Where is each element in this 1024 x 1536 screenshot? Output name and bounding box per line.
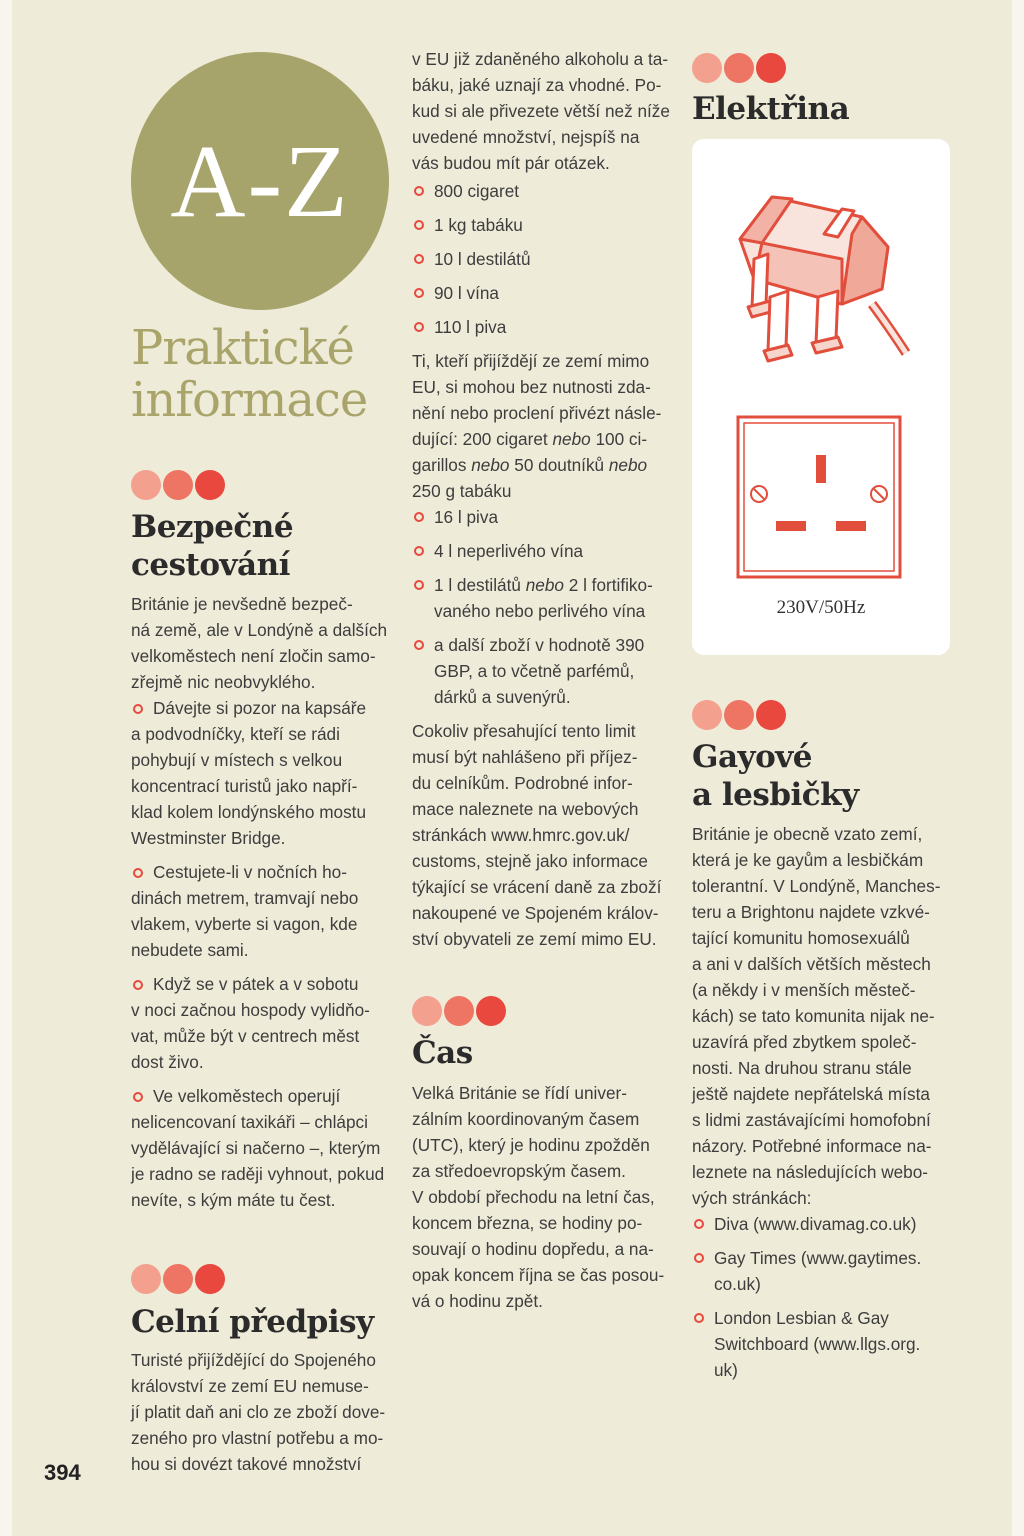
page-title xyxy=(131,322,401,426)
list-item: 90 l vína xyxy=(412,280,674,306)
bullet-icon xyxy=(694,1219,704,1229)
customs-intro: Turisté přijíždějící do Spojeného království ze zemí EU nemuse- jí platit daň ani clo ze zboží dove- zeného pro vlastní potřebu a mo- hou si dovézt takové množství xyxy=(131,1350,386,1474)
bullet-icon xyxy=(414,512,424,522)
bullet-icon xyxy=(414,640,424,650)
electricity-card xyxy=(692,139,950,655)
list-item: 800 cigaret xyxy=(412,178,674,204)
bullet-icon xyxy=(414,220,424,230)
list-item: Když se v pátek a v sobotu v noci začnou hospody vylidňo- vat, může být v centrech měst dost živo. xyxy=(131,974,370,1072)
bullet-icon xyxy=(414,546,424,556)
page-edge-right xyxy=(1012,0,1024,1536)
section-dots xyxy=(131,470,225,500)
list-item: 110 l piva xyxy=(412,314,674,340)
az-badge xyxy=(131,52,389,310)
safety-heading: Bezpečné cestování xyxy=(131,509,294,583)
uk-socket-icon xyxy=(692,407,950,607)
gay-text: Británie je obecně vzato zemí, která je ke gayům a lesbičkám tolerantní. V Londýně, Manches- teru a Brightonu najdete vzkvé- tající komunitu homosexuálů a ani v dalších větších městech (a někdy i v menších městeč- kách) se tato komunita nijak ne- uzavírá před zbytkem společ- nosti. Na druhou stranu stále ještě najdete nepřátelská místa s lidmi zastávajícími homofobní názory. Potřebné informace na- leznete na následujících webo- vých stránkách: Diva (www.divamag.co.uk) Gay Times (www.gaytimes. co.uk) London Lesbian & Gay Switchboard (www.llgs.org. uk) xyxy=(692,821,954,1391)
list-item: 10 l destilátů xyxy=(412,246,674,272)
electricity-heading: Elektřina xyxy=(692,91,850,127)
bullet-icon xyxy=(133,704,143,714)
section-dots xyxy=(692,53,786,83)
list-item: Dávejte si pozor na kapsáře a podvodníčky, kteří se rádi pohybují v místech s velkou koncentrací turistů jako napří- klad kolem londýnského mostu Westminster Bridge. xyxy=(131,698,367,848)
list-item: 16 l piva xyxy=(412,504,674,530)
list-item: Gay Times (www.gaytimes. co.uk) xyxy=(692,1245,954,1297)
safety-text xyxy=(131,591,393,1213)
list-item: a další zboží v hodnotě 390 GBP, a to včetně parfémů, dárků a suvenýrů. xyxy=(412,632,674,710)
customs-continued: v EU již zdaněného alkoholu a ta- báku, jaké uznají za vhodné. Po- kud si ale přivezete větší než níže uvedené množství, nejspíš na vás budou mít pár otázek. 800 cigaret 1 kg tabáku 10 l destilátů 90 l vína 110 l piva Ti, kteří přijíždějí ze zemí mimo EU, si mohou bez nutnosti zda- nění nebo proclení přivézt násle- dující: 200 cigaret nebo 100 ci- garillos nebo 50 doutníků nebo 250 g tabáku 16 l piva 4 l neperlivého vína 1 l destilátů nebo 2 l fortifiko- vaného nebo perlivého vína a další zboží v hodnotě 390 GBP, a to včetně parfémů, dárků a suvenýrů. Cokoliv přesahující tento limit musí být nahlášeno při příjez- du celníkům. Podrobné infor- mace naleznete na webových stránkách www.hmrc.gov.uk/ customs, stejně jako informace týkající se vrácení daně za zboží nakoupené ve Spojeném králov- ství obyvateli ze zemí mimo EU. xyxy=(412,46,674,952)
section-dots xyxy=(131,1264,225,1294)
bullet-icon xyxy=(133,868,143,878)
page-edge-left xyxy=(0,0,12,1536)
bullet-icon xyxy=(694,1313,704,1323)
bullet-icon xyxy=(414,186,424,196)
section-dots xyxy=(692,700,786,730)
bullet-icon xyxy=(414,322,424,332)
bullet-icon xyxy=(694,1253,704,1263)
title-line-1: Praktické xyxy=(131,320,354,376)
bullet-icon xyxy=(414,580,424,590)
bullet-icon xyxy=(133,1092,143,1102)
bullet-icon xyxy=(414,288,424,298)
section-dots xyxy=(412,996,506,1026)
list-item: Cestujete-li v nočních ho- dinách metrem, tramvají nebo vlakem, vyberte si vagon, kde nebudete sami. xyxy=(131,862,359,960)
title-line-2: informace xyxy=(131,372,368,428)
page-number: 394 xyxy=(44,1460,81,1485)
list-item: 1 l destilátů nebo 2 l fortifiko- vaného nebo perlivého vína xyxy=(412,572,674,624)
voltage-label: 230V/50Hz xyxy=(776,597,866,618)
customs-heading: Celní předpisy xyxy=(131,1304,374,1340)
gay-heading: Gayové a lesbičky xyxy=(692,739,859,813)
list-item: Diva (www.divamag.co.uk) xyxy=(692,1211,954,1237)
safety-intro: Británie je nevšedně bezpeč- ná země, ale v Londýně a dalších velkoměstech není zločin samo- zřejmě nic neobvyklého. xyxy=(131,594,388,692)
time-text: Velká Británie se řídí univer- zálním koordinovaným časem (UTC), který je hodinu zpožděn za středoevropským časem. V období přechodu na letní čas, koncem března, se hodiny po- souvají o hodinu dopředu, a na- opak koncem října se čas posou- vá o hodinu zpět. xyxy=(412,1083,665,1311)
uk-plug-icon xyxy=(692,139,950,379)
list-item: 1 kg tabáku xyxy=(412,212,674,238)
non-eu-paragraph: Ti, kteří přijíždějí ze zemí mimo EU, si mohou bez nutnosti zda- nění nebo proclení přivézt násle- dující: 200 cigaret nebo 100 ci- garillos nebo 50 doutníků nebo 250 g tabáku xyxy=(412,351,662,501)
time-heading: Čas xyxy=(412,1035,473,1071)
bullet-icon xyxy=(414,254,424,264)
list-item: 4 l neperlivého vína xyxy=(412,538,674,564)
list-item: London Lesbian & Gay Switchboard (www.llgs.org. uk) xyxy=(692,1305,954,1383)
bullet-icon xyxy=(133,980,143,990)
list-item: Ve velkoměstech operují nelicencovaní taxikáři – chlápci vydělávající si načerno –, kterým je radno se raději vyhnout, pokud nevíte, s kým máte tu čest. xyxy=(131,1086,385,1210)
az-label: A-Z xyxy=(170,123,350,239)
customs-outro: Cokoliv přesahující tento limit musí být nahlášeno při příjez- du celníkům. Podrobné infor- mace naleznete na webových stránkách www.hmrc.gov.uk/ customs, stejně jako informace týkající se vrácení daně za zboží nakoupené ve Spojeném králov- ství obyvateli ze zemí mimo EU. xyxy=(412,721,662,949)
